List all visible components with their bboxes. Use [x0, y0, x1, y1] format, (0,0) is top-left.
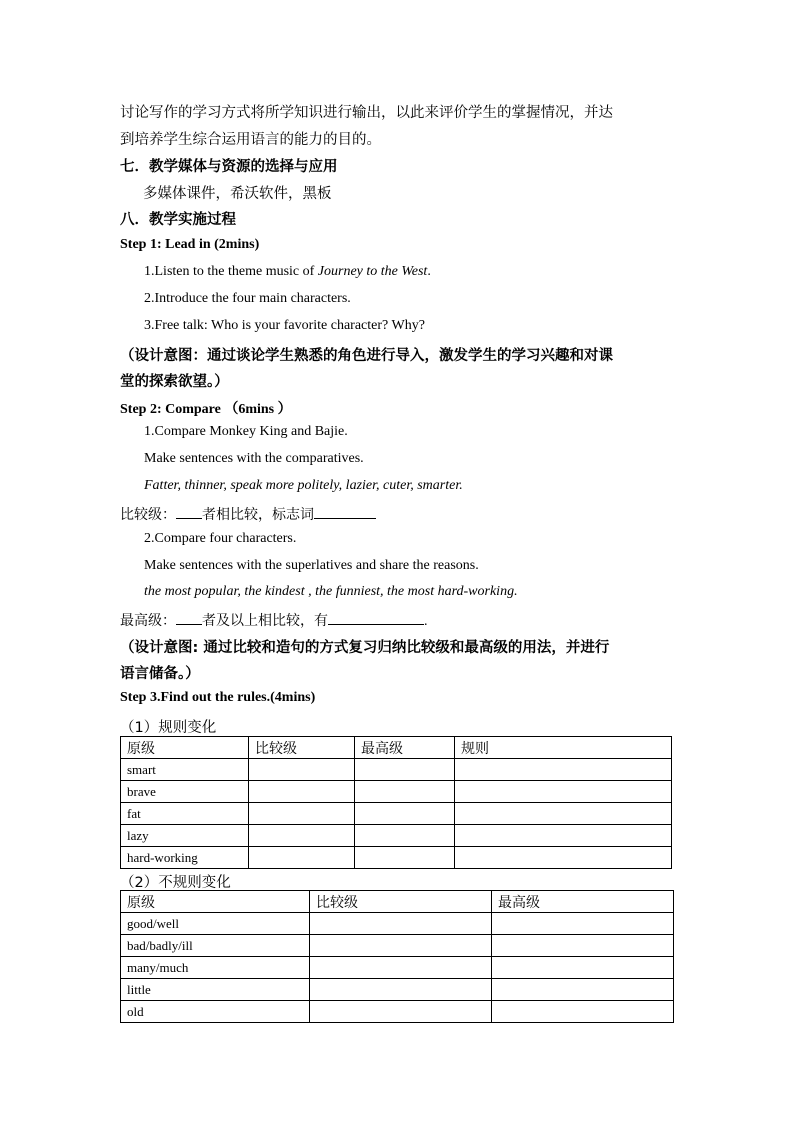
table-1-blank-cell[interactable]	[355, 759, 455, 781]
table-row	[121, 913, 674, 935]
table-row	[121, 759, 672, 781]
table-row	[121, 803, 672, 825]
superlative-blank-2	[328, 612, 424, 625]
table-1-blank-cell[interactable]	[249, 803, 355, 825]
table-1-header-cell: 规则	[455, 737, 672, 759]
superlative-blank-1	[176, 612, 202, 625]
table-1-blank-cell[interactable]	[455, 759, 672, 781]
table-1-header-cell: 原级	[121, 737, 249, 759]
section-8-heading: 八．教学实施过程	[120, 212, 236, 228]
table-1-blank-cell[interactable]	[355, 803, 455, 825]
table-1-blank-cell[interactable]	[455, 825, 672, 847]
table-1-blank-cell[interactable]	[355, 847, 455, 869]
step-1-heading: Step 1: Lead in (2mins)	[120, 237, 260, 252]
superlative-end: .	[424, 614, 428, 629]
irregular-forms-table	[120, 890, 674, 1023]
table-2-header-row	[121, 891, 674, 913]
table-row	[121, 781, 672, 803]
table-2-blank-cell[interactable]	[492, 913, 674, 935]
table-row	[121, 935, 674, 957]
step-1-item-1	[144, 264, 431, 280]
comparative-mid-text: 者相比较，标志词	[202, 507, 314, 523]
step-1-item-1-title: Journey to the West	[317, 264, 428, 279]
table-2-blank-cell[interactable]	[310, 935, 492, 957]
step-2-intent-line-2: 语言储备。）	[120, 666, 200, 682]
table-1-blank-cell[interactable]	[249, 781, 355, 803]
step-1-item-1-suffix: .	[427, 264, 431, 279]
comparative-blank-2	[314, 506, 376, 519]
comparative-blank-1	[176, 506, 202, 519]
table-2-header-cell: 最高级	[492, 891, 674, 913]
table-2-blank-cell[interactable]	[310, 957, 492, 979]
table-2-blank-cell[interactable]	[492, 1001, 674, 1023]
table-1-base-form-cell: lazy	[121, 825, 249, 847]
comparative-label: 比较级：	[120, 507, 176, 523]
table-1-base-form-cell: smart	[121, 759, 249, 781]
table-2-base-form-cell: many/much	[121, 957, 310, 979]
table-1-blank-cell[interactable]	[355, 781, 455, 803]
step-2-item-1: 1.Compare Monkey King and Bajie.	[144, 424, 348, 439]
table-2-base-form-cell: good/well	[121, 913, 310, 935]
step-1-intent-line-2: 堂的探索欲望。）	[120, 374, 229, 390]
step-1-item-2: 2.Introduce the four main characters.	[144, 291, 351, 306]
table-1-blank-cell[interactable]	[249, 759, 355, 781]
table-2-base-form-cell: little	[121, 979, 310, 1001]
table-1-base-form-cell: hard-working	[121, 847, 249, 869]
step-1-item-1-prefix: 1.Listen to the theme music of	[144, 264, 318, 279]
step-1-item-3: 3.Free talk: Who is your favorite character? Why?	[144, 318, 425, 333]
table-1-blank-cell[interactable]	[455, 847, 672, 869]
table-2-blank-cell[interactable]	[310, 913, 492, 935]
table-row	[121, 825, 672, 847]
intro-line-1: 讨论写作的学习方式将所学知识进行输出，以此来评价学生的掌握情况，并达	[120, 105, 613, 121]
superlative-mid-text: 者及以上相比较，有	[202, 613, 328, 629]
table-2-blank-cell[interactable]	[492, 979, 674, 1001]
table-row	[121, 957, 674, 979]
step-3-heading: Step 3.Find out the rules.(4mins)	[120, 690, 316, 705]
table-1-base-form-cell: brave	[121, 781, 249, 803]
table-row	[121, 1001, 674, 1023]
table-1-base-form-cell: fat	[121, 803, 249, 825]
table-1-blank-cell[interactable]	[455, 781, 672, 803]
step-2-item-1-examples: Fatter, thinner, speak more politely, lazier, cuter, smarter.	[144, 478, 463, 493]
table-1-blank-cell[interactable]	[455, 803, 672, 825]
table-2-blank-cell[interactable]	[492, 957, 674, 979]
table-1-blank-cell[interactable]	[355, 825, 455, 847]
table-2-header-cell: 比较级	[310, 891, 492, 913]
comparative-fill-in-line	[120, 504, 376, 524]
step-2-item-2: 2.Compare four characters.	[144, 531, 297, 546]
step-2-heading: Step 2: Compare （6mins ）	[120, 402, 292, 417]
superlative-label: 最高级：	[120, 613, 176, 629]
table-row	[121, 847, 672, 869]
superlative-fill-in-line	[120, 610, 428, 630]
regular-forms-table	[120, 736, 672, 869]
table-1-header-cell: 最高级	[355, 737, 455, 759]
section-7-heading: 七．教学媒体与资源的选择与应用	[120, 159, 338, 175]
step-2-intent-line-1: （设计意图: 通过比较和造句的方式复习归纳比较级和最高级的用法，并进行	[120, 640, 610, 656]
table-2-base-form-cell: old	[121, 1001, 310, 1023]
table-2-caption: （2）不规则变化	[120, 875, 231, 891]
table-1-header-row	[121, 737, 672, 759]
step-2-item-2-instruction: Make sentences with the superlatives and share the reasons.	[144, 558, 479, 573]
intro-line-2: 到培养学生综合运用语言的能力的目的。	[120, 132, 381, 148]
section-7-body: 多媒体课件，希沃软件，黑板	[143, 186, 332, 202]
table-2-header-cell: 原级	[121, 891, 310, 913]
table-2-blank-cell[interactable]	[310, 1001, 492, 1023]
table-1-caption: （1）规则变化	[120, 720, 217, 736]
step-1-intent-line-1: （设计意图：通过谈论学生熟悉的角色进行导入，激发学生的学习兴趣和对课	[120, 348, 613, 364]
table-row	[121, 979, 674, 1001]
table-2-blank-cell[interactable]	[492, 935, 674, 957]
table-1-blank-cell[interactable]	[249, 825, 355, 847]
table-2-blank-cell[interactable]	[310, 979, 492, 1001]
table-2-base-form-cell: bad/badly/ill	[121, 935, 310, 957]
table-1-header-cell: 比较级	[249, 737, 355, 759]
step-2-item-1-instruction: Make sentences with the comparatives.	[144, 451, 364, 466]
step-2-item-2-examples: the most popular, the kindest , the funniest, the most hard-working.	[144, 584, 518, 599]
table-1-blank-cell[interactable]	[249, 847, 355, 869]
